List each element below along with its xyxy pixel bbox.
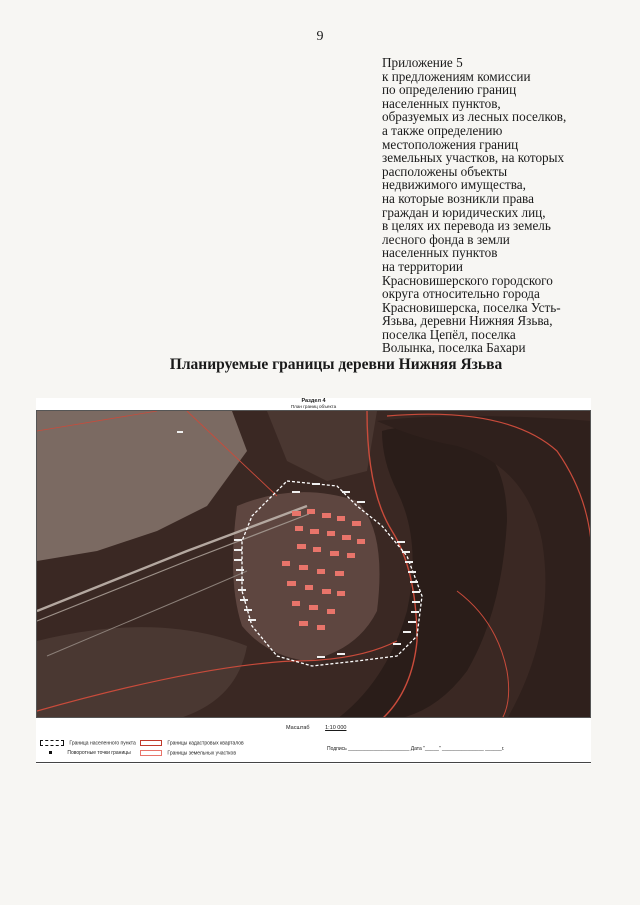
signature-line: Подпись ______________________ Дата "_____" _______________ ______г. (327, 746, 505, 752)
map-section-label: Раздел 4 (301, 398, 326, 404)
village-area (233, 492, 380, 661)
appendix-line: Волынка, поселка Бахари (382, 340, 526, 356)
legend-item-cadastral-quarters (140, 740, 244, 746)
scale-label: Масштаб (286, 725, 310, 731)
pink-outline-icon (140, 750, 162, 756)
map-subtitle: План границ объекта (290, 404, 337, 409)
appendix-line: местоположения границ (382, 136, 519, 152)
appendix-line: по определению границ (382, 82, 517, 98)
appendix-line: граждан и юридических лиц, (382, 204, 546, 220)
map-sheet (36, 398, 591, 764)
scale-row (286, 725, 346, 731)
legend-item-turning-points (40, 750, 131, 756)
appendix-line: а также определению (382, 122, 503, 138)
map-bottom-rule (36, 762, 591, 763)
dashed-boundary-icon (40, 740, 64, 746)
scale-value: 1:10 000 (325, 725, 347, 731)
appendix-line: лесного фонда в земли (382, 231, 510, 247)
appendix-line: в целях их перевода из земель (382, 218, 551, 234)
appendix-line: населенных пунктов, (382, 95, 501, 111)
appendix-line: на территории (382, 258, 463, 274)
appendix-line: Язьва, деревни Нижняя Язьва, (382, 313, 553, 329)
legend-label: Граница населенного пункта (69, 740, 136, 747)
appendix-line: округа относительно города (382, 286, 540, 302)
appendix-line: Красновишерска, поселка Усть- (382, 299, 561, 315)
appendix-line: населенных пунктов (382, 245, 498, 261)
appendix-line: образуемых из лесных поселков, (382, 109, 567, 125)
appendix-caption (382, 56, 614, 355)
red-outline-icon (140, 740, 162, 746)
page-number: 9 (316, 29, 324, 44)
appendix-line: расположены объекты (382, 163, 508, 179)
appendix-line: поселка Цепёл, поселка (382, 326, 516, 342)
appendix-line: земельных участков, на которых (382, 150, 565, 166)
appendix-line: к предложениям комиссии (382, 68, 531, 84)
legend-label: Поворотные точки границы (67, 750, 131, 756)
appendix-line: Красновишерского городского (382, 272, 553, 288)
aerial-map (36, 410, 591, 718)
document-heading: Планируемые границы деревни Нижняя Язьва (169, 356, 503, 373)
appendix-line: недвижимого имущества, (382, 177, 526, 193)
legend-item-land-plots (140, 750, 236, 756)
appendix-line: на которые возникли права (382, 190, 534, 206)
legend-label: Границы земельных участков (167, 750, 236, 757)
legend-item-settlement-boundary (40, 740, 136, 746)
point-icon (49, 751, 52, 754)
appendix-line: Приложение 5 (382, 55, 463, 70)
legend-label: Границы кадастровых кварталов (167, 740, 244, 747)
